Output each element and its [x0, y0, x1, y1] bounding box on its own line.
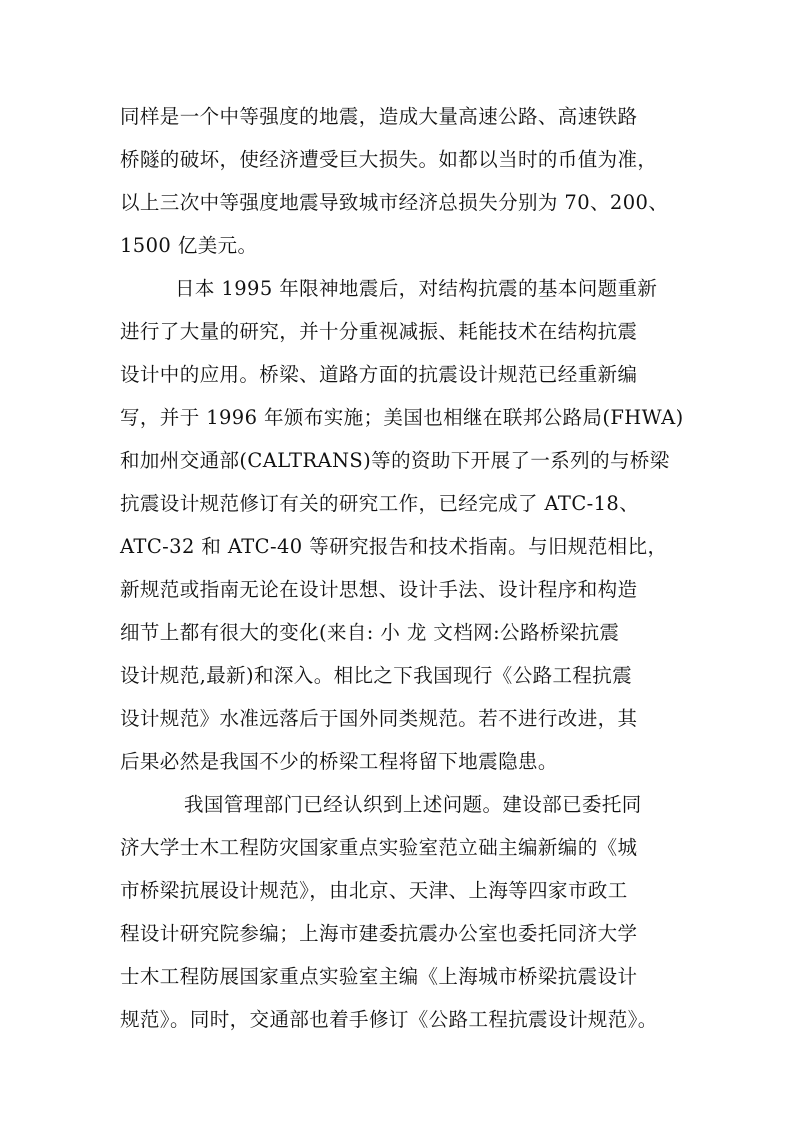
- text-line: 细节上都有很大的变化(来自: 小 龙 文档网:公路桥梁抗震: [120, 621, 620, 644]
- text-line: 市桥梁抗展设计规范》，由北京、天津、上海等四家市政工: [120, 879, 628, 902]
- text-line: 进行了大量的研究，并十分重视减振、耗能技术在结构抗震: [120, 320, 638, 343]
- text-line: 后果必然是我国不少的桥梁工程将留下地震隐患。: [120, 750, 558, 773]
- text-line: 1500 亿美元。: [120, 234, 258, 257]
- text-line: 设计规范》水准远落后于国外同类规范。若不进行改进，其: [120, 707, 638, 730]
- text-line: 济大学士木工程防灾国家重点实验室范立础主编新编的《城: [120, 836, 638, 859]
- text-line: 新规范或指南无论在设计思想、设计手法、设计程序和构造: [120, 578, 638, 601]
- text-line: 以上三次中等强度地震导致城市经济总损失分别为 70、200、: [120, 191, 669, 214]
- text-line: 同样是一个中等强度的地震，造成大量高速公路、高速铁路: [120, 105, 638, 128]
- text-line: ATC-32 和 ATC-40 等研究报告和技术指南。与旧规范相比，: [120, 535, 668, 558]
- text-line: 设计规范,最新)和深入。相比之下我国现行《公路工程抗震: [120, 664, 633, 687]
- text-line: 和加州交通部(CALTRANS)等的资助下开展了一系列的与桥梁: [120, 449, 670, 472]
- text-line: 士木工程防展国家重点实验室主编《上海城市桥梁抗震设计: [120, 965, 638, 988]
- text-line: 设计中的应用。桥梁、道路方面的抗震设计规范已经重新编: [120, 363, 638, 386]
- text-line: 抗震设计规范修订有关的研究工作，已经完成了 ATC-18、: [120, 492, 640, 515]
- text-line: 日本 1995 年限神地震后，对结构抗震的基本问题重新: [175, 277, 658, 300]
- text-line: 我国管理部门已经认织到上述问题。建设部已委托同: [184, 793, 642, 816]
- text-line: 写，并于 1996 年颁布实施；美国也相继在联邦公路局(FHWA): [120, 406, 684, 429]
- text-line: 规范》。同时，交通部也着手修订《公路工程抗震设计规范》。: [120, 1008, 658, 1031]
- text-line: 程设计研究院参编；上海市建委抗震办公室也委托同济大学: [120, 922, 638, 945]
- text-line: 桥隧的破坏，使经济遭受巨大损失。如都以当时的币值为准，: [120, 148, 658, 171]
